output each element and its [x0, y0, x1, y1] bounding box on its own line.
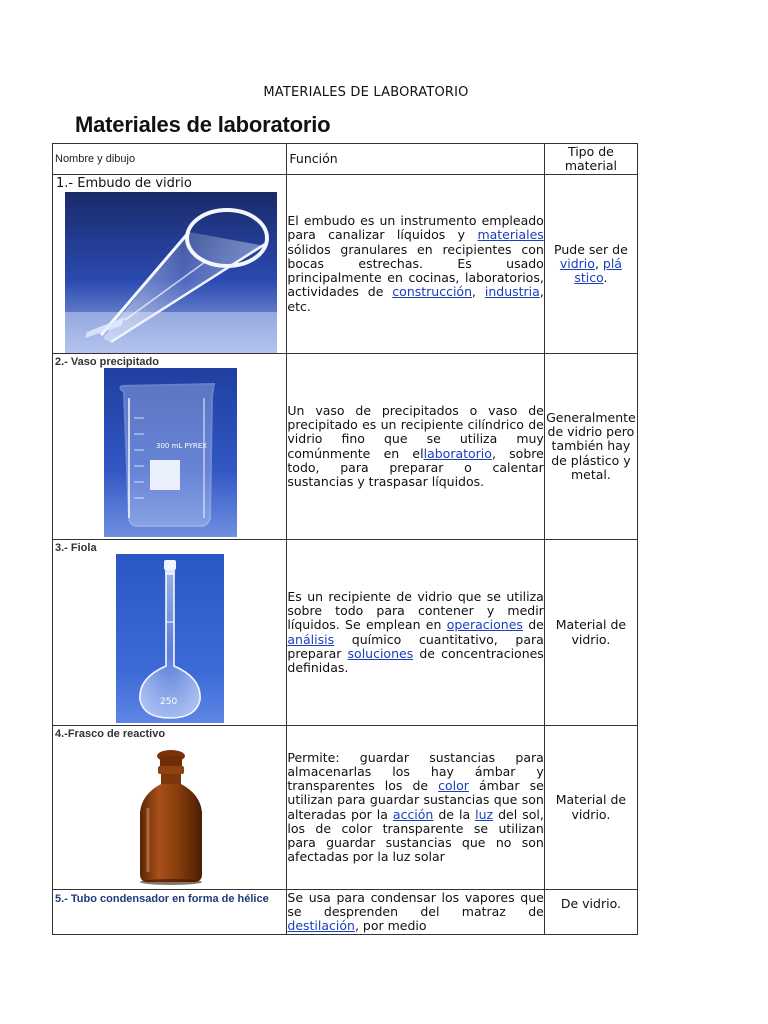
- table-header-row: [53, 144, 638, 175]
- name-cell: [53, 726, 287, 890]
- link-vidrio[interactable]: vidrio: [559, 255, 595, 271]
- function-cell: Permite: guardar sustancias para almacenarlas los hay ámbar y transparentes los de color ámbar se utilizan para guardar sustancias que son alteradas por la acción de la luz del sol, los de color transparente se utilizan para guardar sustancias que no son afectadas por la luz solar: [287, 726, 544, 890]
- name-cell: [53, 175, 287, 354]
- beaker-image: [104, 368, 237, 537]
- link-construccion[interactable]: construcción: [392, 284, 473, 300]
- link-laboratorio[interactable]: laboratorio: [423, 445, 492, 461]
- table-row: [53, 175, 638, 354]
- link-accion[interactable]: acción: [392, 806, 434, 822]
- link-plastico[interactable]: plá stico: [574, 255, 622, 286]
- function-cell: Es un recipiente de vidrio que se utiliza sobre todo para contener y medir líquidos. Se emplean en operaciones de análisis químico cuantitativo, para preparar soluciones de concentraciones definidas.: [287, 540, 544, 726]
- link-luz[interactable]: luz: [475, 806, 494, 822]
- header-type: Tipo de material: [544, 144, 637, 175]
- item-name: 4.-Frasco de reactivo: [55, 728, 166, 740]
- materials-table: [52, 143, 638, 935]
- volumetric-flask-image: [116, 554, 224, 723]
- table-row: [53, 726, 638, 890]
- reagent-bottle-image: [134, 746, 208, 886]
- link-industria[interactable]: industria: [484, 284, 540, 300]
- link-operaciones[interactable]: operaciones: [446, 617, 523, 633]
- link-analisis[interactable]: análisis: [287, 631, 335, 647]
- document-header: MATERIALES DE LABORATORIO: [263, 85, 469, 100]
- function-cell: El embudo es un instrumento empleado para canalizar líquidos y materiales sólidos granulares en recipientes con bocas estrechas. Es usado principalmente en cocinas, laboratorios, actividades de construcción, industria, etc.: [287, 175, 544, 354]
- type-cell: Material de vidrio.: [544, 726, 637, 890]
- function-cell: Un vaso de precipitados o vaso de precipitado es un recipiente cilíndrico de vidrio fino que se utiliza muy comúnmente en ellaboratorio, sobre todo, para preparar o calentar sustancias y traspasar líquidos.: [287, 354, 544, 540]
- name-cell: [53, 890, 287, 935]
- beaker-label-text: 300 mL PYREX: [156, 442, 207, 450]
- link-soluciones[interactable]: soluciones: [347, 645, 414, 661]
- item-name: 5.- Tubo condensador en forma de hélice: [55, 893, 269, 905]
- page-title: Materiales de laboratorio: [75, 112, 331, 137]
- table-row: [53, 540, 638, 726]
- flask-label-text: 250: [160, 697, 178, 707]
- item-name: 3.- Fiola: [55, 542, 97, 554]
- type-cell: Material de vidrio.: [544, 540, 637, 726]
- table-row: [53, 890, 638, 935]
- item-name: 2.- Vaso precipitado: [55, 356, 159, 368]
- function-cell: Se usa para condensar los vapores que se desprenden del matraz de destilación, por medio: [287, 890, 544, 934]
- link-materiales[interactable]: materiales: [477, 227, 544, 243]
- type-cell: Pude ser de vidrio, plá stico.: [544, 175, 637, 354]
- name-cell: [53, 540, 287, 726]
- funnel-image: [65, 192, 277, 353]
- header-function: Función: [287, 144, 544, 175]
- header-name: Nombre y dibujo: [53, 144, 287, 175]
- link-destilacion[interactable]: destilación: [287, 918, 355, 934]
- type-cell: Generalmente de vidrio pero también hay de plástico y metal.: [544, 354, 637, 540]
- item-name: 1.- Embudo de vidrio: [56, 176, 192, 191]
- type-cell: De vidrio.: [544, 890, 637, 935]
- link-color[interactable]: color: [438, 778, 469, 794]
- table-row: [53, 354, 638, 540]
- name-cell: [53, 354, 287, 540]
